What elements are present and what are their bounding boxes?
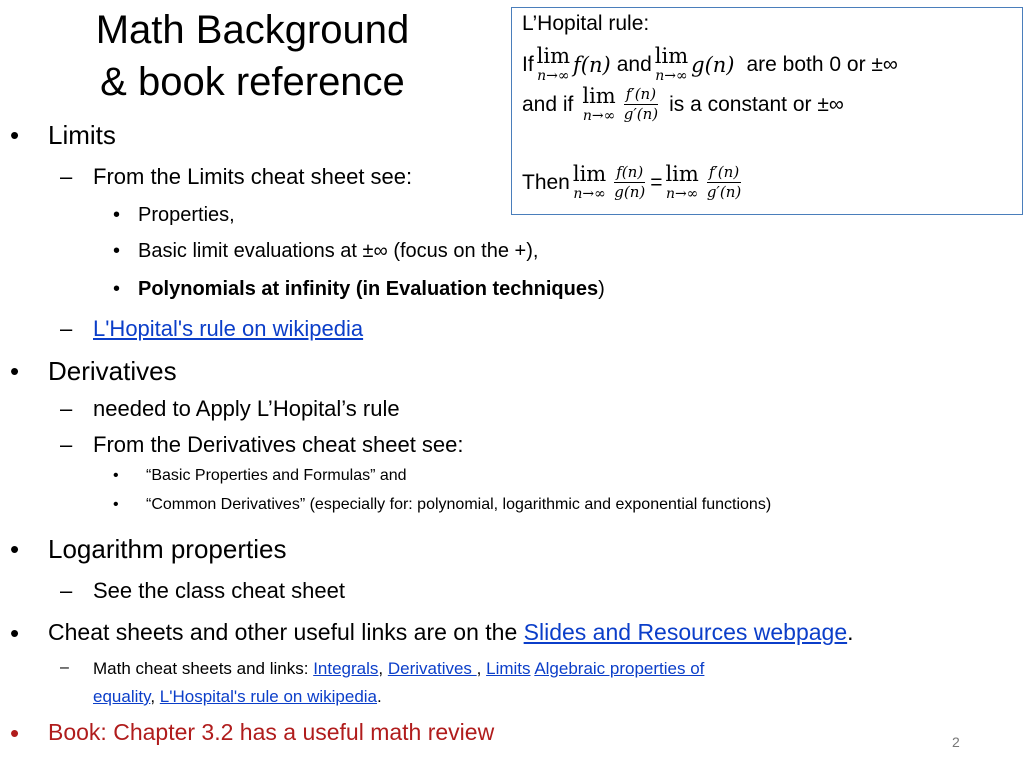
lim-subscript: n→∞ — [655, 68, 688, 84]
bullet-polynomials — [138, 278, 605, 301]
lim-word: lim — [582, 84, 616, 108]
f-of-n: f(n) — [573, 52, 611, 77]
bullet-math-cheat-sheets-cont — [93, 687, 382, 707]
lim-subscript: n→∞ — [665, 186, 699, 202]
bullet-basic-properties: “Basic Properties and Formulas” and — [146, 467, 407, 484]
math-cheat-text: Math cheat sheets and links: — [93, 659, 314, 678]
bullet-limits-cheat-sheet: From the Limits cheat sheet see: — [93, 164, 413, 189]
bullet-book-reference: Book: Chapter 3.2 has a useful math review — [48, 719, 495, 745]
dash-marker: – — [60, 578, 73, 603]
cheat-sheets-text: Cheat sheets and other useful links are on the — [48, 619, 524, 645]
bullet-marker: • — [113, 496, 119, 513]
lim-word: lim — [665, 162, 699, 186]
bullet-marker: • — [10, 356, 20, 386]
dash-marker: – — [60, 432, 73, 457]
fraction-denominator: g(n) — [614, 183, 646, 201]
bullet-see-class-cheat-sheet: See the class cheat sheet — [93, 578, 345, 603]
title-line-2: & book reference — [100, 60, 405, 104]
dash-marker: – — [60, 316, 73, 341]
lim-subscript: n→∞ — [582, 108, 616, 124]
separator: , — [476, 659, 487, 678]
bullet-marker: • — [10, 120, 20, 150]
lim-subscript: n→∞ — [537, 68, 570, 84]
separator: , — [150, 687, 160, 706]
bullet-limits: Limits — [48, 120, 116, 150]
bullet-properties: Properties, — [138, 204, 235, 226]
title-line-1: Math Background — [95, 8, 410, 52]
lim-word: lim — [572, 162, 607, 186]
fraction-denominator: g′(n) — [706, 183, 742, 201]
bullet-basic-limit: Basic limit evaluations at ±∞ (focus on the +), — [138, 240, 539, 262]
period: . — [847, 619, 854, 645]
algebraic-properties-link-cont[interactable]: equality — [93, 687, 151, 706]
fraction-numerator: f(n) — [616, 163, 644, 181]
lhopital-heading: L’Hopital rule: — [522, 12, 650, 35]
dash-marker: – — [60, 396, 73, 421]
if-word: If — [522, 52, 534, 76]
lhospital-wikipedia-link[interactable]: L'Hospital's rule on wikipedia — [159, 687, 378, 706]
bullet-logarithm: Logarithm properties — [48, 534, 287, 564]
fraction-numerator: f′(n) — [708, 163, 740, 181]
fraction-denominator: g′(n) — [623, 105, 659, 123]
bullet-math-cheat-sheets — [93, 659, 704, 679]
dash-marker: – — [60, 164, 73, 189]
separator: , — [378, 659, 388, 678]
bullet-marker: • — [113, 204, 121, 226]
both-text: are both 0 or ±∞ — [746, 52, 898, 76]
integrals-link[interactable]: Integrals — [313, 659, 379, 678]
and-if-word: and if — [522, 92, 574, 116]
bullet-derivatives: Derivatives — [48, 356, 177, 386]
dash-marker: – — [60, 659, 69, 676]
lim-word: lim — [654, 44, 689, 68]
bullet-marker: • — [113, 240, 121, 262]
bullet-derivatives-cheat-sheet: From the Derivatives cheat sheet see: — [93, 432, 464, 457]
limits-link[interactable]: Limits — [486, 659, 531, 678]
bullet-common-derivatives: “Common Derivatives” (especially for: polynomial, logarithmic and exponential functions) — [146, 496, 772, 513]
equals-sign: = — [650, 170, 663, 194]
lim-subscript: n→∞ — [573, 186, 606, 202]
bullet-marker: • — [10, 618, 20, 648]
constant-text: is a constant or ±∞ — [669, 92, 844, 116]
period: . — [377, 687, 382, 706]
bullet-needed-apply: needed to Apply L’Hopital’s rule — [93, 396, 400, 421]
bullet-marker: • — [10, 718, 20, 748]
bullet-marker: • — [113, 278, 121, 300]
and-word: and — [616, 52, 652, 76]
lhopital-wikipedia-link[interactable]: L'Hopital's rule on wikipedia — [93, 316, 364, 341]
lim-word: lim — [536, 44, 571, 68]
then-word: Then — [522, 170, 570, 194]
g-of-n: g(n) — [691, 52, 735, 77]
slides-resources-link[interactable]: Slides and Resources webpage — [523, 619, 848, 645]
page-number: 2 — [952, 734, 960, 750]
bullet-marker: • — [113, 467, 119, 484]
bullet-marker: • — [10, 534, 20, 564]
polynomials-bold-text: Polynomials at infinity (in Evaluation techniques — [138, 278, 599, 300]
algebraic-properties-link[interactable]: Algebraic properties of — [534, 659, 705, 678]
bullet-cheat-sheets — [48, 619, 854, 646]
derivatives-link[interactable]: Derivatives — [387, 659, 477, 678]
fraction-numerator: f′(n) — [625, 85, 657, 103]
polynomials-tail: ) — [598, 278, 605, 300]
